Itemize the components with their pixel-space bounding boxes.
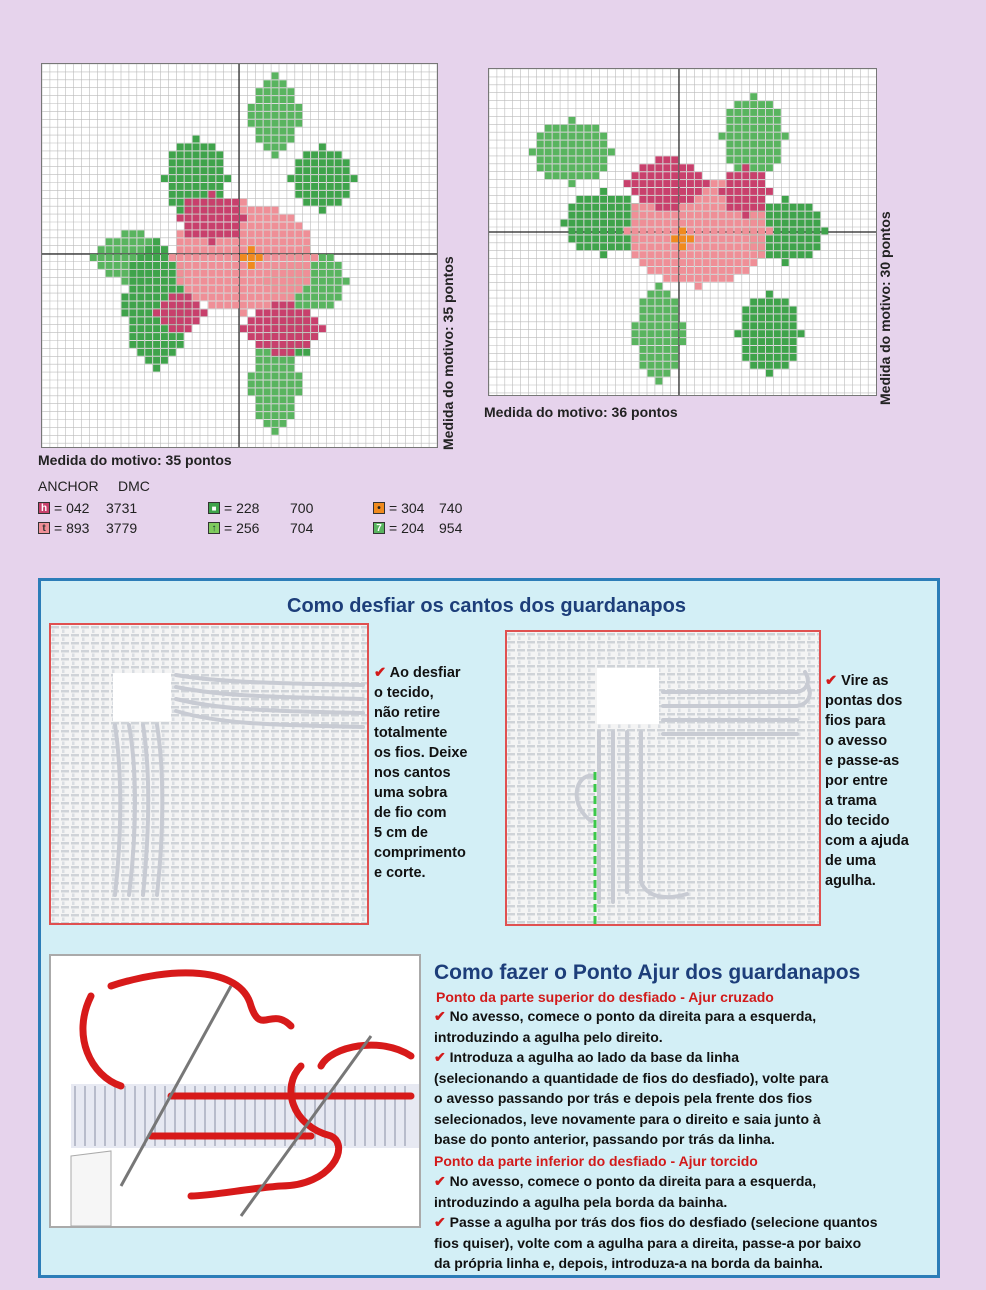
section1-right-step: ✔ Vire as pontas dos fios para o avesso e passe-as por entre a trama do tecido com a ajuda de uma agulha. bbox=[825, 673, 909, 889]
needle-stitch-illustration bbox=[49, 954, 421, 1228]
legend-item bbox=[38, 520, 137, 536]
section1-title: Como desfiar os cantos dos guardanapos bbox=[287, 595, 686, 617]
legend-anchor-code: = 893 bbox=[54, 520, 90, 536]
legend-item bbox=[373, 520, 462, 536]
section2-paragraph-3: ✔ No avesso, comece o ponto da direita para a esquerda, introduzindo a agulha pela borda da bainha. bbox=[434, 1173, 817, 1210]
section1-left-step: ✔ Ao desfiar o tecido, não retire totalmente os fios. Deixe nos cantos uma sobra de fio com 5 cm de comprimento e corte. bbox=[374, 665, 468, 881]
legend-header-anchor: ANCHOR bbox=[38, 478, 99, 494]
chart-left-caption: Medida do motivo: 35 pontos bbox=[38, 452, 232, 468]
legend-item bbox=[373, 500, 462, 516]
legend-swatch: • bbox=[373, 502, 385, 514]
legend-anchor-code: = 204 bbox=[389, 520, 425, 536]
section2-paragraph-1: ✔ No avesso, comece o ponto da direita para a esquerda, introduzindo a agulha pelo direito. bbox=[434, 1008, 817, 1045]
cross-stitch-chart-right bbox=[488, 68, 877, 396]
legend-anchor-code: = 228 bbox=[224, 500, 260, 516]
chart-right-caption: Medida do motivo: 36 pontos bbox=[484, 404, 678, 420]
legend-swatch: t bbox=[38, 522, 50, 534]
instructions-panel bbox=[38, 578, 940, 1278]
legend-dmc-code: 954 bbox=[439, 520, 463, 536]
legend-item bbox=[38, 500, 137, 516]
legend-swatch: 7 bbox=[373, 522, 385, 534]
legend-dmc-code: 3779 bbox=[106, 520, 138, 536]
chart-left-side-caption: Medida do motivo: 35 pontos bbox=[440, 256, 456, 450]
section2-paragraph-2: ✔ Introduza a agulha ao lado da base da linha (selecionando a quantidade de fios do desfiado), volte para o avesso passando por trás e depois pela frente dos fios selecionados, leve novamente para o direito e saia junto à base do ponto anterior, passando por trás da linha. bbox=[434, 1049, 829, 1147]
section2-subheading-top: Ponto da parte superior do desfiado - Ajur cruzado bbox=[436, 989, 774, 1005]
legend-anchor-code: = 042 bbox=[54, 500, 90, 516]
legend-dmc-code: 700 bbox=[290, 500, 314, 516]
section2-subheading-bottom: Ponto da parte inferior do desfiado - Ajur torcido bbox=[434, 1153, 758, 1169]
legend-dmc-code: 740 bbox=[439, 500, 463, 516]
legend-anchor-code: = 304 bbox=[389, 500, 425, 516]
color-legend bbox=[38, 478, 498, 548]
legend-dmc-code: 3731 bbox=[106, 500, 138, 516]
legend-item bbox=[208, 500, 313, 516]
chart-left-grid bbox=[42, 64, 437, 447]
legend-item bbox=[208, 520, 313, 536]
fabric-illustration-corner-cut bbox=[49, 623, 369, 925]
section2-title: Como fazer o Ponto Ajur dos guardanapos bbox=[434, 961, 861, 984]
legend-swatch: ↑ bbox=[208, 522, 220, 534]
legend-swatch: h bbox=[38, 502, 50, 514]
fabric-weave-graphic-2 bbox=[507, 632, 819, 924]
fabric-weave-graphic bbox=[51, 625, 367, 923]
legend-swatch: ■ bbox=[208, 502, 220, 514]
legend-dmc-code: 704 bbox=[290, 520, 314, 536]
needle-thread-graphic bbox=[51, 956, 419, 1226]
legend-header-dmc: DMC bbox=[118, 478, 150, 494]
chart-right-side-caption: Medida do motivo: 30 pontos bbox=[877, 211, 893, 405]
cross-stitch-chart-left bbox=[41, 63, 438, 448]
fabric-illustration-threads-turned bbox=[505, 630, 821, 926]
section2-paragraph-4: ✔ Passe a agulha por trás dos fios do desfiado (selecione quantos fios quiser), volte com a agulha para a direita, passe-a por baixo da própria linha e, depois, introduza-a na borda da bainha. bbox=[434, 1214, 878, 1271]
legend-anchor-code: = 256 bbox=[224, 520, 260, 536]
chart-right-grid bbox=[489, 69, 876, 395]
